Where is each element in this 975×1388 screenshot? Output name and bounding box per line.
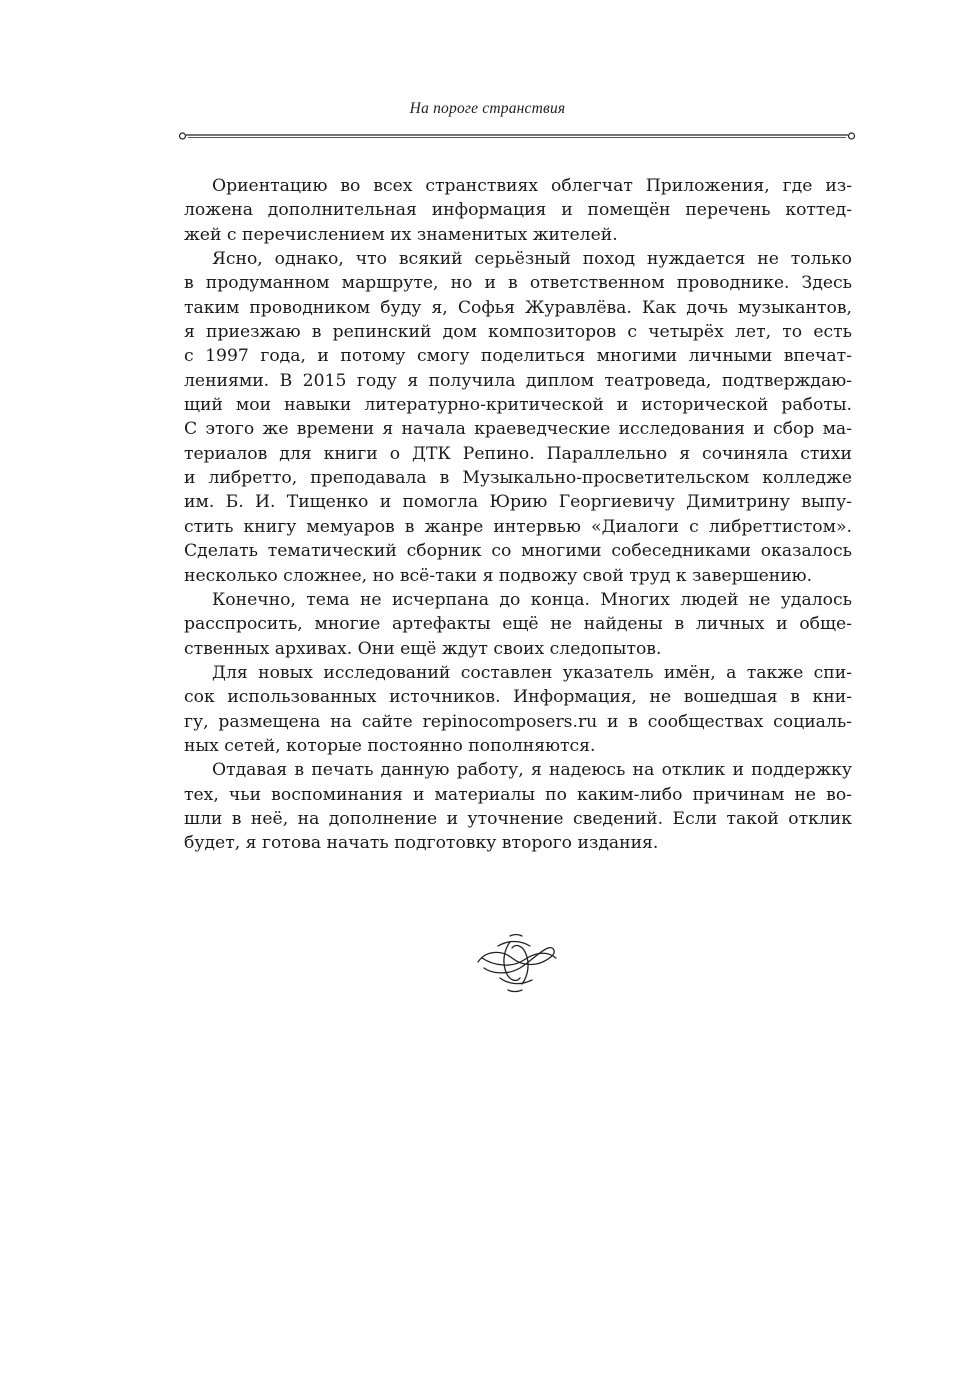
- text-line: таким проводником буду я, Софья Журавлёва. Как дочь музыкантов,: [184, 297, 852, 318]
- running-head: На пороге странствия: [409, 100, 566, 117]
- paragraph-3: [184, 588, 852, 661]
- header-rule: [178, 126, 856, 146]
- paragraph-5: [184, 758, 852, 855]
- paragraph-1: [184, 174, 852, 247]
- text-line: с 1997 года, и потому смогу поделиться многими личными впечат-: [184, 346, 852, 367]
- text-line: Ориентацию во всех странствиях облегчат Приложения, где из-: [212, 176, 852, 196]
- text-line: несколько сложнее, но всё-таки я подвожу свой труд к завершению.: [184, 565, 813, 586]
- text-line: я приезжаю в репинский дом композиторов с четырёх лет, то есть: [184, 322, 852, 343]
- page-body: [184, 174, 852, 856]
- text-line: Конечно, тема не исчерпана до конца. Многих людей не удалось: [212, 589, 852, 610]
- text-line: С этого же времени я начала краеведческие исследования и сбор ма-: [184, 419, 852, 440]
- text-line: ложена дополнительная информация и помещён перечень коттед-: [184, 200, 852, 221]
- text-line: в продуманном маршруте, но и в ответственном проводнике. Здесь: [184, 273, 852, 294]
- text-line: Отдавая в печать данную работу, я надеюсь на отклик и поддержку: [212, 760, 852, 781]
- text-line: Ясно, однако, что всякий серьёзный поход нуждается не только: [212, 249, 852, 270]
- text-line: Сделать тематический сборник со многими собеседниками оказалось: [184, 541, 852, 562]
- text-line: сок использованных источников. Информация, не вошедшая в кни-: [184, 687, 852, 708]
- text-line: стить книгу мемуаров в жанре интервью «Диалоги с либреттистом».: [184, 516, 852, 537]
- text-line: им. Б. И. Тищенко и помогла Юрию Георгиевичу Димитрину выпу-: [184, 492, 852, 513]
- paragraph-4: [184, 661, 852, 758]
- text-line: териалов для книги о ДТК Репино. Параллельно я сочиняла стихи: [184, 443, 852, 464]
- text-line: ственных архивах. Они ещё ждут своих следопытов.: [184, 638, 662, 659]
- paragraph-2: [184, 247, 852, 588]
- text-line: тех, чьи воспоминания и материалы по каким-либо причинам не во-: [184, 784, 852, 805]
- text-line: расспросить, многие артефакты ещё не найдены в личных и обще-: [184, 614, 852, 635]
- text-line: шли в неё, на дополнение и уточнение сведений. Если такой отклик: [184, 808, 852, 829]
- text-line: жей с перечислением их знаменитых жителей.: [184, 224, 618, 245]
- text-line: гу, размещена на сайте repinocomposers.ru и в сообществах социаль-: [184, 711, 852, 732]
- text-line: щий мои навыки литературно-критической и исторической работы.: [184, 395, 852, 416]
- text-line: лениями. В 2015 году я получила диплом театроведа, подтверждаю-: [184, 370, 852, 391]
- text-line: и либретто, преподавала в Музыкально-просветительском колледже: [184, 468, 852, 489]
- text-line: ных сетей, которые постоянно пополняются.: [184, 735, 596, 756]
- text-line: Для новых исследований составлен указатель имён, а также спи-: [212, 662, 852, 683]
- text-line: будет, я готова начать подготовку второго издания.: [184, 833, 659, 854]
- flourish-ornament-icon: [472, 928, 560, 998]
